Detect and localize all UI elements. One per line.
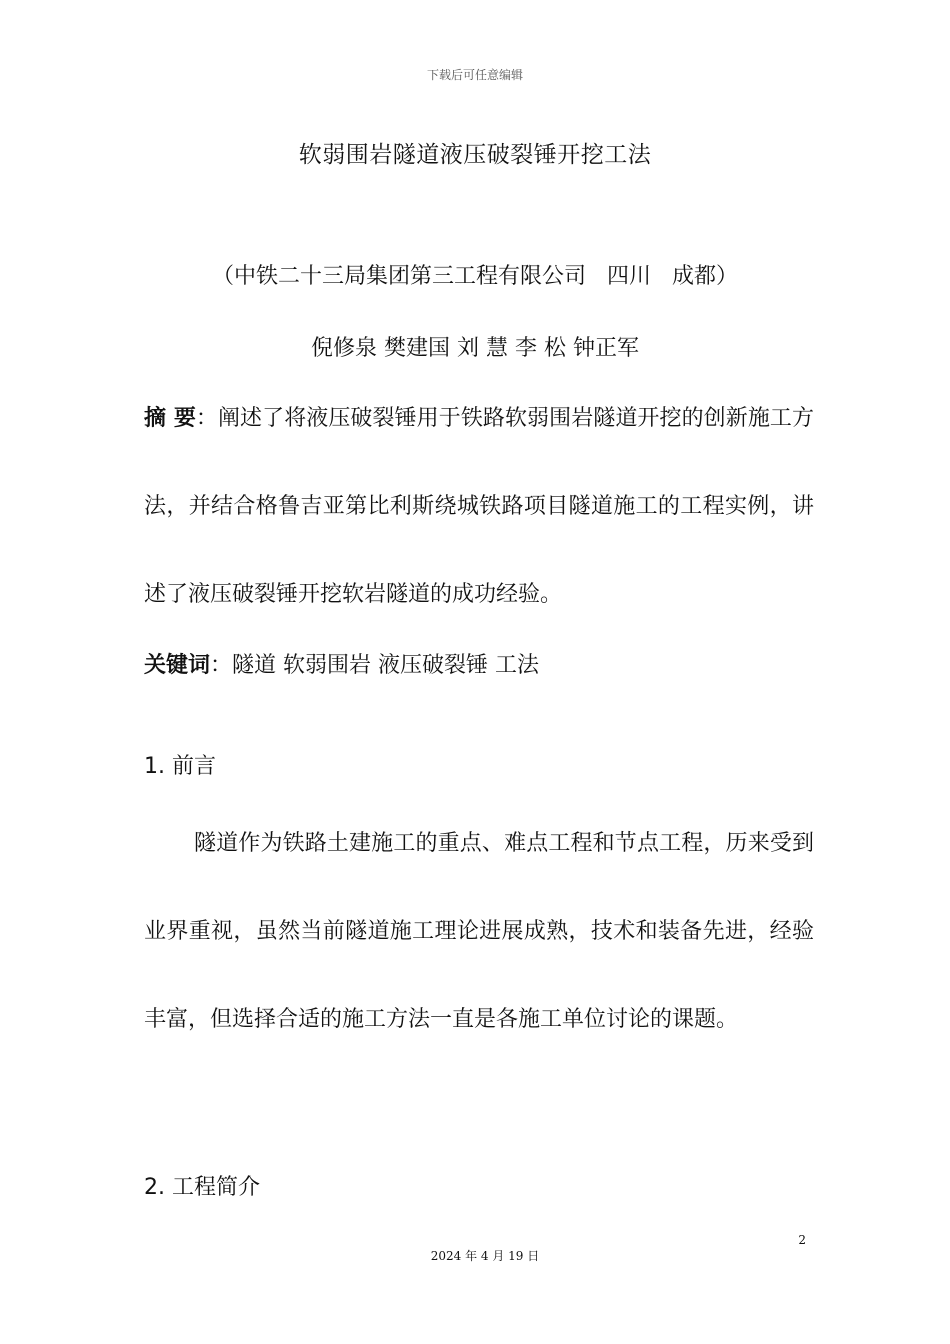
author-affiliation: （中铁二十三局集团第三工程有限公司 四川 成都） xyxy=(212,264,738,289)
header-note: 下载后可任意编辑 xyxy=(426,68,523,82)
section-heading-introduction: 1. 前言 xyxy=(144,754,216,779)
keywords-label: 关键词 xyxy=(144,653,211,678)
author-list: 倪修泉 樊建国 刘 慧 李 松 钟正军 xyxy=(311,336,639,361)
abstract-paragraph xyxy=(144,375,814,639)
keywords-line xyxy=(144,648,539,679)
abstract-label: 摘 要 xyxy=(144,406,196,431)
section-heading-project-overview: 2. 工程简介 xyxy=(144,1175,260,1200)
footer-date: 2024 年 4 月 19 日 xyxy=(430,1249,540,1263)
keywords-text: ：隧道 软弱围岩 液压破裂锤 工法 xyxy=(210,653,539,678)
article-title: 软弱围岩隧道液压破裂锤开挖工法 xyxy=(298,142,652,168)
introduction-paragraph: 隧道作为铁路土建施工的重点、难点工程和节点工程，历来受到业界重视，虽然当前隧道施工理论进展成熟，技术和装备先进，经验丰富，但选择合适的施工方法一直是各施工单位讨论的课题。 xyxy=(144,831,814,1032)
abstract-text: ：阐述了将液压破裂锤用于铁路软弱围岩隧道开挖的创新施工方法，并结合格鲁吉亚第比利斯绕城铁路项目隧道施工的工程实例，讲述了液压破裂锤开挖软岩隧道的成功经验。 xyxy=(144,406,814,607)
page-number: 2 xyxy=(798,1233,806,1247)
